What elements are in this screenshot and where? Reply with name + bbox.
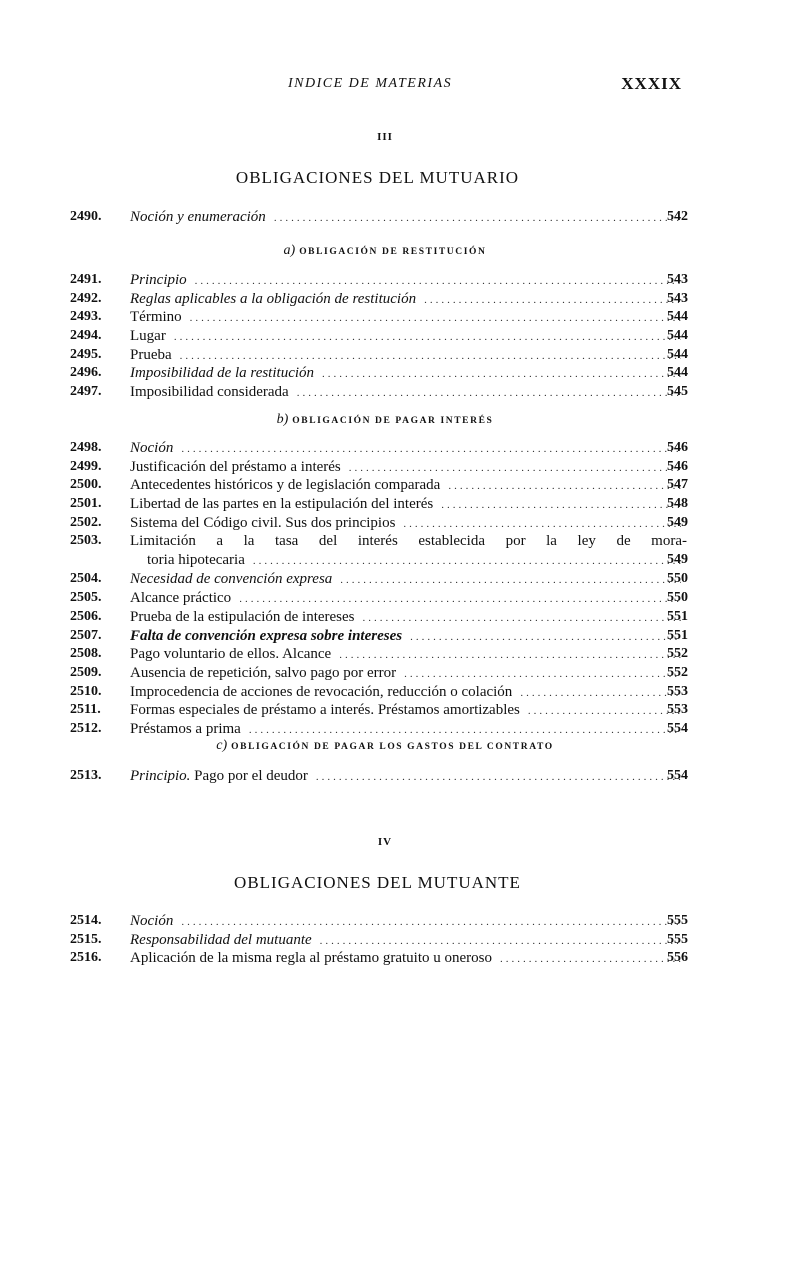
entry-number: 2503. bbox=[70, 533, 102, 549]
entry-page: 555 bbox=[667, 931, 688, 947]
entry-title: Necesidad de convención expresa bbox=[130, 571, 333, 588]
leader-dots bbox=[349, 462, 681, 474]
section-number: IV bbox=[377, 836, 393, 848]
entry-page: 548 bbox=[667, 496, 688, 512]
entry-title: Noción bbox=[130, 913, 174, 929]
entry-title: Responsabilidad del mutuante bbox=[130, 931, 312, 948]
entry-page: 544 bbox=[667, 365, 688, 381]
entry-page: 554 bbox=[667, 720, 688, 736]
running-title: INDICE DE MATERIAS bbox=[288, 76, 453, 91]
entry-page: 546 bbox=[667, 440, 688, 455]
index-entry bbox=[0, 477, 795, 496]
leader-dots bbox=[249, 724, 681, 736]
entry-number: 2493. bbox=[70, 309, 102, 325]
entry-title: Préstamos a prima bbox=[130, 720, 241, 737]
entry-number: 2498. bbox=[70, 440, 102, 455]
entry-page: 554 bbox=[667, 768, 688, 783]
entry-number: 2504. bbox=[70, 571, 102, 587]
entry-title: Imposibilidad considerada bbox=[130, 384, 289, 401]
entry-number: 2499. bbox=[70, 458, 102, 474]
leader-dots bbox=[424, 294, 681, 306]
subsection-heading bbox=[0, 738, 770, 754]
entry-title: Prueba bbox=[130, 346, 172, 363]
entry-number: 2514. bbox=[70, 913, 102, 928]
entry-title: Lugar bbox=[130, 328, 166, 345]
leader-dots bbox=[180, 350, 681, 362]
entry-title: Pago voluntario de ellos. Alcance bbox=[130, 646, 332, 663]
index-entry bbox=[0, 950, 795, 969]
leader-dots bbox=[320, 935, 681, 947]
entry-title: Reglas aplicables a la obligación de restitución bbox=[130, 290, 417, 307]
entry-page: 551 bbox=[667, 627, 688, 643]
entry-page: 550 bbox=[667, 590, 688, 606]
index-entry bbox=[0, 932, 795, 951]
index-entry bbox=[0, 384, 795, 403]
entry-number: 2513. bbox=[70, 768, 102, 783]
index-entry bbox=[0, 721, 795, 740]
index-entry bbox=[0, 768, 795, 787]
leader-dots bbox=[410, 631, 681, 643]
entry-page: 552 bbox=[667, 646, 688, 662]
entry-title-first-line: Limitación a la tasa del interés establecida por la ley de mora- bbox=[130, 533, 687, 550]
entry-page: 547 bbox=[667, 477, 688, 493]
entry-number: 2512. bbox=[70, 720, 102, 736]
leader-dots bbox=[363, 612, 681, 624]
entry-title: Principio bbox=[130, 272, 187, 288]
index-entry bbox=[0, 609, 795, 628]
entry-number: 2490. bbox=[70, 209, 102, 224]
entry-number: 2505. bbox=[70, 590, 102, 606]
entry-title: Noción y enumeración bbox=[130, 209, 266, 225]
entry-list bbox=[0, 768, 795, 787]
leader-dots bbox=[239, 593, 681, 605]
leader-dots bbox=[403, 518, 681, 530]
entry-number: 2497. bbox=[70, 384, 102, 400]
subsection-title: OBLIGACIÓN DE PAGAR LOS GASTOS DEL CONTRATO bbox=[231, 742, 554, 752]
leader-dots bbox=[297, 387, 681, 399]
leader-dots bbox=[322, 368, 681, 380]
subsection-title: OBLIGACIÓN DE RESTITUCIÓN bbox=[299, 247, 487, 257]
section-number: III bbox=[377, 131, 393, 143]
entry-page: 549 bbox=[667, 552, 688, 568]
entry-number: 2500. bbox=[70, 477, 102, 493]
entry-title: Justificación del préstamo a interés bbox=[130, 458, 341, 475]
leader-dots bbox=[274, 212, 681, 224]
entry-number: 2492. bbox=[70, 290, 102, 306]
index-entry bbox=[0, 646, 795, 665]
entry-title: Imposibilidad de la restitución bbox=[130, 365, 315, 382]
index-entry bbox=[0, 309, 795, 328]
index-entry bbox=[0, 913, 795, 932]
entry-title: Improcedencia de acciones de revocación, reducción o colación bbox=[130, 683, 513, 700]
entry-title: Ausencia de repetición, salvo pago por error bbox=[130, 664, 397, 681]
entry-title: Principio. bbox=[130, 768, 191, 784]
index-entry bbox=[0, 440, 795, 459]
leader-dots bbox=[500, 953, 681, 965]
subsection-letter: a) bbox=[283, 243, 296, 258]
entry-title: Alcance práctico bbox=[130, 590, 232, 607]
index-entry bbox=[0, 209, 795, 228]
subsection-heading bbox=[0, 243, 770, 259]
page-header bbox=[0, 74, 795, 98]
entry-title: toria hipotecaria bbox=[147, 552, 245, 569]
index-entry bbox=[0, 328, 795, 347]
entry-page: 543 bbox=[667, 290, 688, 306]
entry-title: Formas especiales de préstamo a interés. Préstamos amortizables bbox=[130, 702, 520, 719]
index-entry bbox=[0, 347, 795, 366]
index-entry bbox=[0, 571, 795, 590]
leader-dots bbox=[253, 555, 681, 567]
leader-dots bbox=[528, 705, 681, 717]
entry-number: 2495. bbox=[70, 346, 102, 362]
index-entry bbox=[0, 628, 795, 647]
entry-page: 545 bbox=[667, 384, 688, 400]
entry-page: 543 bbox=[667, 272, 688, 287]
leader-dots bbox=[339, 649, 681, 661]
entry-list bbox=[0, 440, 795, 740]
entry-number: 2515. bbox=[70, 931, 102, 947]
entry-page: 542 bbox=[667, 209, 688, 224]
index-entry bbox=[0, 459, 795, 478]
entry-title: Prueba de la estipulación de intereses bbox=[130, 608, 355, 625]
entry-title: Antecedentes históricos y de legislación comparada bbox=[130, 477, 441, 494]
entry-number: 2516. bbox=[70, 950, 102, 966]
entry-page: 544 bbox=[667, 328, 688, 344]
page-number: XXXIX bbox=[621, 74, 682, 93]
entry-page: 551 bbox=[667, 608, 688, 624]
index-entry bbox=[0, 515, 795, 534]
leader-dots bbox=[181, 916, 681, 928]
leader-dots bbox=[340, 574, 681, 586]
leader-dots bbox=[316, 771, 681, 783]
entry-list bbox=[0, 913, 795, 969]
entry-list bbox=[0, 272, 795, 403]
leader-dots bbox=[195, 275, 681, 287]
section-title: OBLIGACIONES DEL MUTUARIO bbox=[235, 168, 520, 187]
subsection-title: OBLIGACIÓN DE PAGAR INTERÉS bbox=[292, 416, 494, 426]
leader-dots bbox=[174, 331, 681, 343]
leader-dots bbox=[181, 443, 681, 455]
entry-page: 550 bbox=[667, 571, 688, 587]
entry-page: 544 bbox=[667, 309, 688, 325]
entry-title: Libertad de las partes en la estipulación del interés bbox=[130, 496, 434, 513]
entry-number: 2511. bbox=[70, 702, 101, 718]
entry-number: 2491. bbox=[70, 272, 102, 287]
index-entry bbox=[0, 702, 795, 721]
entry-number: 2506. bbox=[70, 608, 102, 624]
entry-page: 556 bbox=[667, 950, 688, 966]
entry-page: 555 bbox=[667, 913, 688, 928]
leader-dots bbox=[448, 480, 681, 492]
entry-page: 552 bbox=[667, 664, 688, 680]
entry-list bbox=[0, 209, 795, 228]
index-entry bbox=[0, 365, 795, 384]
subsection-letter: b) bbox=[276, 412, 289, 427]
entry-page: 553 bbox=[667, 702, 688, 718]
entry-title-tail: Pago por el deudor bbox=[190, 768, 308, 784]
entry-page: 544 bbox=[667, 346, 688, 362]
index-entry bbox=[0, 496, 795, 515]
entry-page: 553 bbox=[667, 683, 688, 699]
entry-number: 2508. bbox=[70, 646, 102, 662]
entry-page: 549 bbox=[667, 514, 688, 530]
leader-dots bbox=[441, 499, 681, 511]
entry-number: 2509. bbox=[70, 664, 102, 680]
entry-number: 2494. bbox=[70, 328, 102, 344]
entry-number: 2496. bbox=[70, 365, 102, 381]
entry-title: Término bbox=[130, 309, 182, 326]
subsection-heading bbox=[0, 412, 770, 428]
leader-dots bbox=[190, 312, 681, 324]
leader-dots bbox=[404, 668, 681, 680]
entry-title: Falta de convención expresa sobre intereses bbox=[130, 627, 403, 644]
entry-title: Noción bbox=[130, 440, 174, 456]
index-entry bbox=[0, 291, 795, 310]
index-entry bbox=[0, 272, 795, 291]
section-title: OBLIGACIONES DEL MUTUANTE bbox=[234, 873, 521, 892]
entry-number: 2502. bbox=[70, 514, 102, 530]
entry-number: 2507. bbox=[70, 627, 102, 643]
entry-page: 546 bbox=[667, 458, 688, 474]
entry-number: 2501. bbox=[70, 496, 102, 512]
index-entry bbox=[0, 684, 795, 703]
index-entry bbox=[0, 590, 795, 609]
subsection-letter: c) bbox=[216, 738, 228, 753]
entry-number: 2510. bbox=[70, 683, 102, 699]
entry-title: Sistema del Código civil. Sus dos principios bbox=[130, 514, 396, 531]
index-entry bbox=[0, 665, 795, 684]
leader-dots bbox=[520, 687, 681, 699]
entry-title: Aplicación de la misma regla al préstamo gratuito u oneroso bbox=[130, 950, 492, 967]
index-entry bbox=[0, 533, 795, 571]
